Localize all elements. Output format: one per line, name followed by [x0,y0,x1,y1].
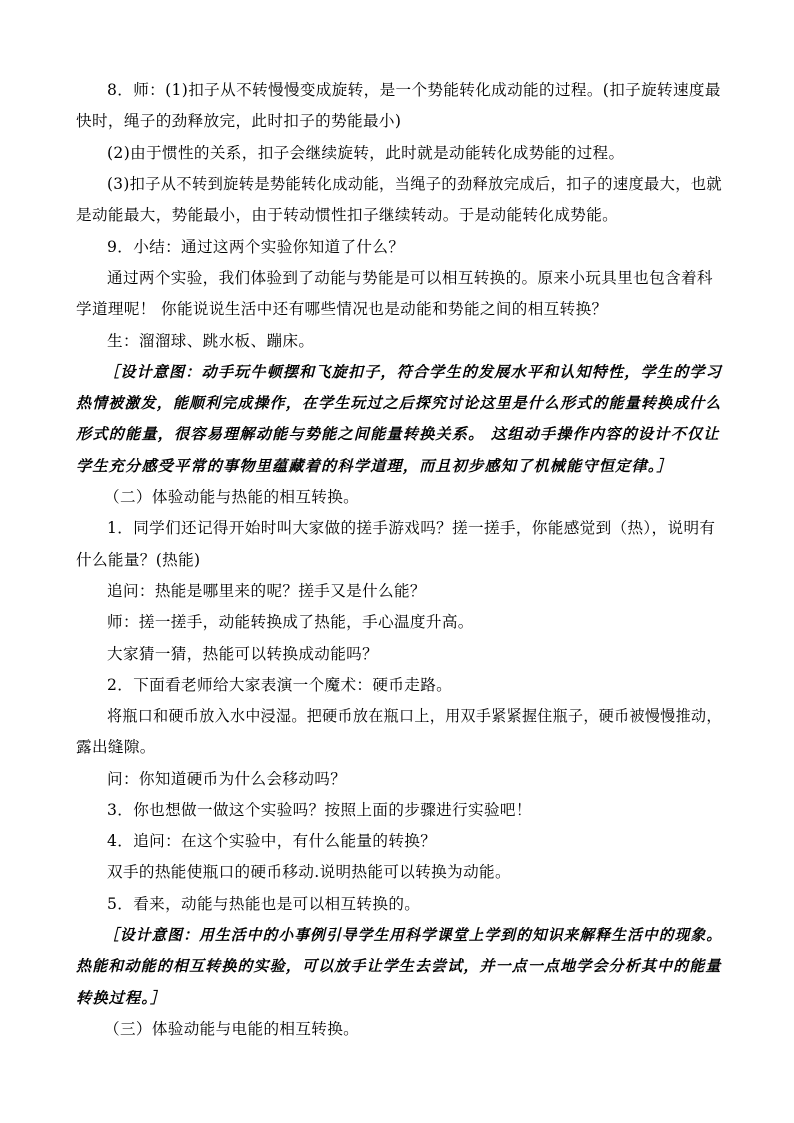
paragraph-line: 大家猜一猜，热能可以转换成动能吗？ [107,645,379,663]
paragraph-line: 什么能量？(热能) [76,551,201,569]
paragraph-line: 问：你知道硬币为什么会移动吗？ [107,770,347,788]
section-heading: （三）体验动能与电能的相互转换。 [104,1020,360,1038]
paragraph-line: 4．追问：在这个实验中，有什么能量的转换？ [107,832,437,850]
paragraph-line: 将瓶口和硬币放入水中浸湿。把硬币放在瓶口上，用双手紧紧握住瓶子，硬币被慢慢推动， [107,707,722,725]
paragraph-line: 通过两个实验，我们体验到了动能与势能是可以相互转换的。原来小玩具里也包含着科 [107,269,713,287]
paragraph-line: 生：溜溜球、跳水板、蹦床。 [107,332,315,350]
paragraph-line: 追问：热能是哪里来的呢？搓手又是什么能？ [107,582,426,600]
paragraph-line: 是动能最大，势能最小，由于转动惯性扣子继续转动。于是动能转化成势能。 [76,206,619,224]
design-intent-line: ［设计意图：动手玩牛顿摆和飞旋扣子，符合学生的发展水平和认知特性，学生的学习 [104,363,722,381]
design-intent-line: 热情被激发，能顺利完成操作，在学生玩过之后探究讨论这里是什么形式的能量转换成什么 [76,394,722,412]
paragraph-line: 8．师：(1)扣子从不转慢慢变成旋转，是一个势能转化成动能的过程。(扣子旋转速度最 [107,81,721,99]
paragraph-line: 5．看来，动能与热能也是可以相互转换的。 [107,895,421,913]
paragraph-line: 快时，绳子的劲释放完，此时扣子的势能最小) [76,112,402,130]
paragraph-line: 师：搓一搓手，动能转换成了热能，手心温度升高。 [107,613,474,631]
paragraph-line: (3)扣子从不转到旋转是势能转化成动能，当绳子的劲释放完成后，扣子的速度最大，也就 [107,175,722,193]
paragraph-line: 2．下面看老师给大家表演一个魔术：硬币走路。 [107,676,453,694]
paragraph-line: 9．小结：通过这两个实验你知道了什么？ [107,238,405,256]
design-intent-line: 热能和动能的相互转换的实验，可以放手让学生去尝试，并一点一点地学会分析其中的能量 [76,957,722,975]
design-intent-line: 学生充分感受平常的事物里蕴藏着的科学道理，而且初步感知了机械能守恒定律。］ [76,457,673,475]
paragraph-line: 3．你也想做一做这个实验吗？按照上面的步骤进行实验吧！ [107,801,532,819]
paragraph-line: 露出缝隙。 [76,738,156,756]
paragraph-line: (2)由于惯性的关系，扣子会继续旋转，此时就是动能转化成势能的过程。 [107,144,625,162]
design-intent-line: ［设计意图：用生活中的小事例引导学生用科学课堂上学到的知识来解释生活中的现象。 [104,926,723,944]
paragraph-line: 学道理呢！ 你能说说生活中还有哪些情况也是动能和势能之间的相互转换？ [76,300,608,318]
section-heading: （二）体验动能与热能的相互转换。 [104,488,360,506]
paragraph-line: 1．同学们还记得开始时叫大家做的搓手游戏吗？搓一搓手，你能感觉到（热），说明有 [107,519,716,537]
design-intent-line: 转换过程。］ [76,989,167,1007]
design-intent-line: 形式的能量，很容易理解动能与势能之间能量转换关系。 这组动手操作内容的设计不仅让 [76,425,720,443]
paragraph-line: 双手的热能使瓶口的硬币移动.说明热能可以转换为动能。 [107,863,511,881]
